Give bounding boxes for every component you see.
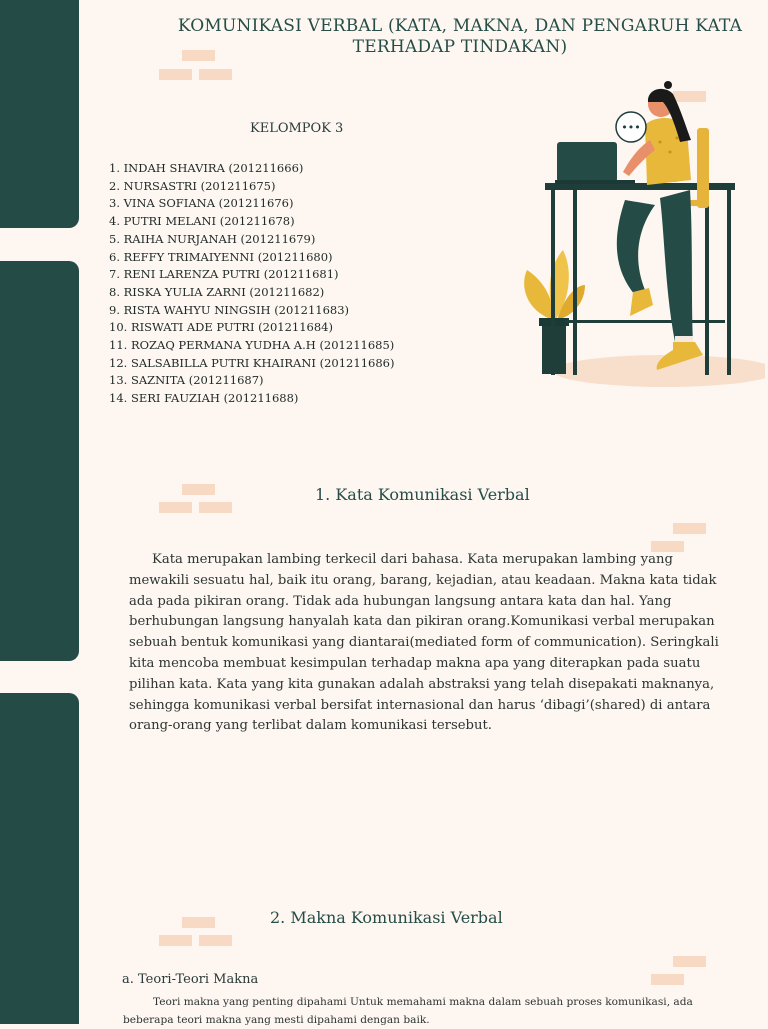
list-item: 11. ROZAQ PERMANA YUDHA A.H (201211685) [109,338,395,353]
group-label: KELOMPOK 3 [250,121,344,136]
section2-paragraph: Teori makna yang penting dipahami Untuk memahami makna dalam sebuah proses komunikasi, ada beberapa teori makna yang mesti dipahami dengan baik. [123,996,693,1026]
list-item: 10. RISWATI ADE PUTRI (201211684) [109,320,333,335]
page-title-line1: KOMUNIKASI VERBAL (KATA, MAKNA, DAN PENGARUH KATA [177,16,743,36]
section1-heading: 1. Kata Komunikasi Verbal [315,485,530,504]
section1-paragraph: Kata merupakan lambing terkecil dari bahasa. Kata merupakan lambing yang mewakili sesuatu hal, baik itu orang, barang, kejadian, atau keadaan. Makna kata tidak ada pada pikiran orang. Tidak ada hubungan langsung antara kata dan hal. Yang berhubungan langsung hanyalah kata dan pikiran orang.Komunikasi verbal merupakan sebuah bentuk komunikasi yang diantarai(mediated form of communication). Seringkali kita mencoba membuat kesimpulan terhadap makna apa yang diterapkan pada suatu pilihan kata. Kata yang kita gunakan adalah abstraksi yang telah disepakati maknanya, sehingga komunikasi verbal bersifat internasional dan harus ‘dibagi’(shared) di antara orang-orang yang terlibat dalam komunikasi tersebut. [129,552,719,734]
list-item: 14. SERI FAUZIAH (201211688) [109,391,299,406]
section2-heading: 2. Makna Komunikasi Verbal [270,908,503,927]
list-item: 2. NURSASTRI (201211675) [109,178,276,193]
list-item: 6. REFFY TRIMAIYENNI (201211680) [109,249,333,264]
page-title [160,16,760,58]
side-tab-middle [0,261,79,661]
list-item: 7. RENI LARENZA PUTRI (201211681) [109,267,339,282]
list-item: 5. RAIHA NURJANAH (201211679) [109,231,316,246]
page-title-line2: TERHADAP TINDAKAN) [352,37,568,57]
woman-laptop-illustration [515,80,765,390]
side-tab-top [0,0,79,228]
side-tab-bottom [0,693,79,1024]
list-item: 3. VINA SOFIANA (201211676) [109,196,294,211]
speech-bubble-text: ••• [621,121,641,134]
list-item: 9. RISTA WAHYU NINGSIH (201211683) [109,302,350,317]
list-item: 13. SAZNITA (201211687) [109,373,264,388]
section2-subheading: a. Teori-Teori Makna [122,972,259,987]
list-item: 8. RISKA YULIA ZARNI (201211682) [109,284,325,299]
list-item: 1. INDAH SHAVIRA (201211666) [109,161,304,175]
list-item: 4. PUTRI MELANI (201211678) [109,214,295,229]
member-list [109,160,394,408]
list-item: 12. SALSABILLA PUTRI KHAIRANI (201211686) [109,355,395,370]
